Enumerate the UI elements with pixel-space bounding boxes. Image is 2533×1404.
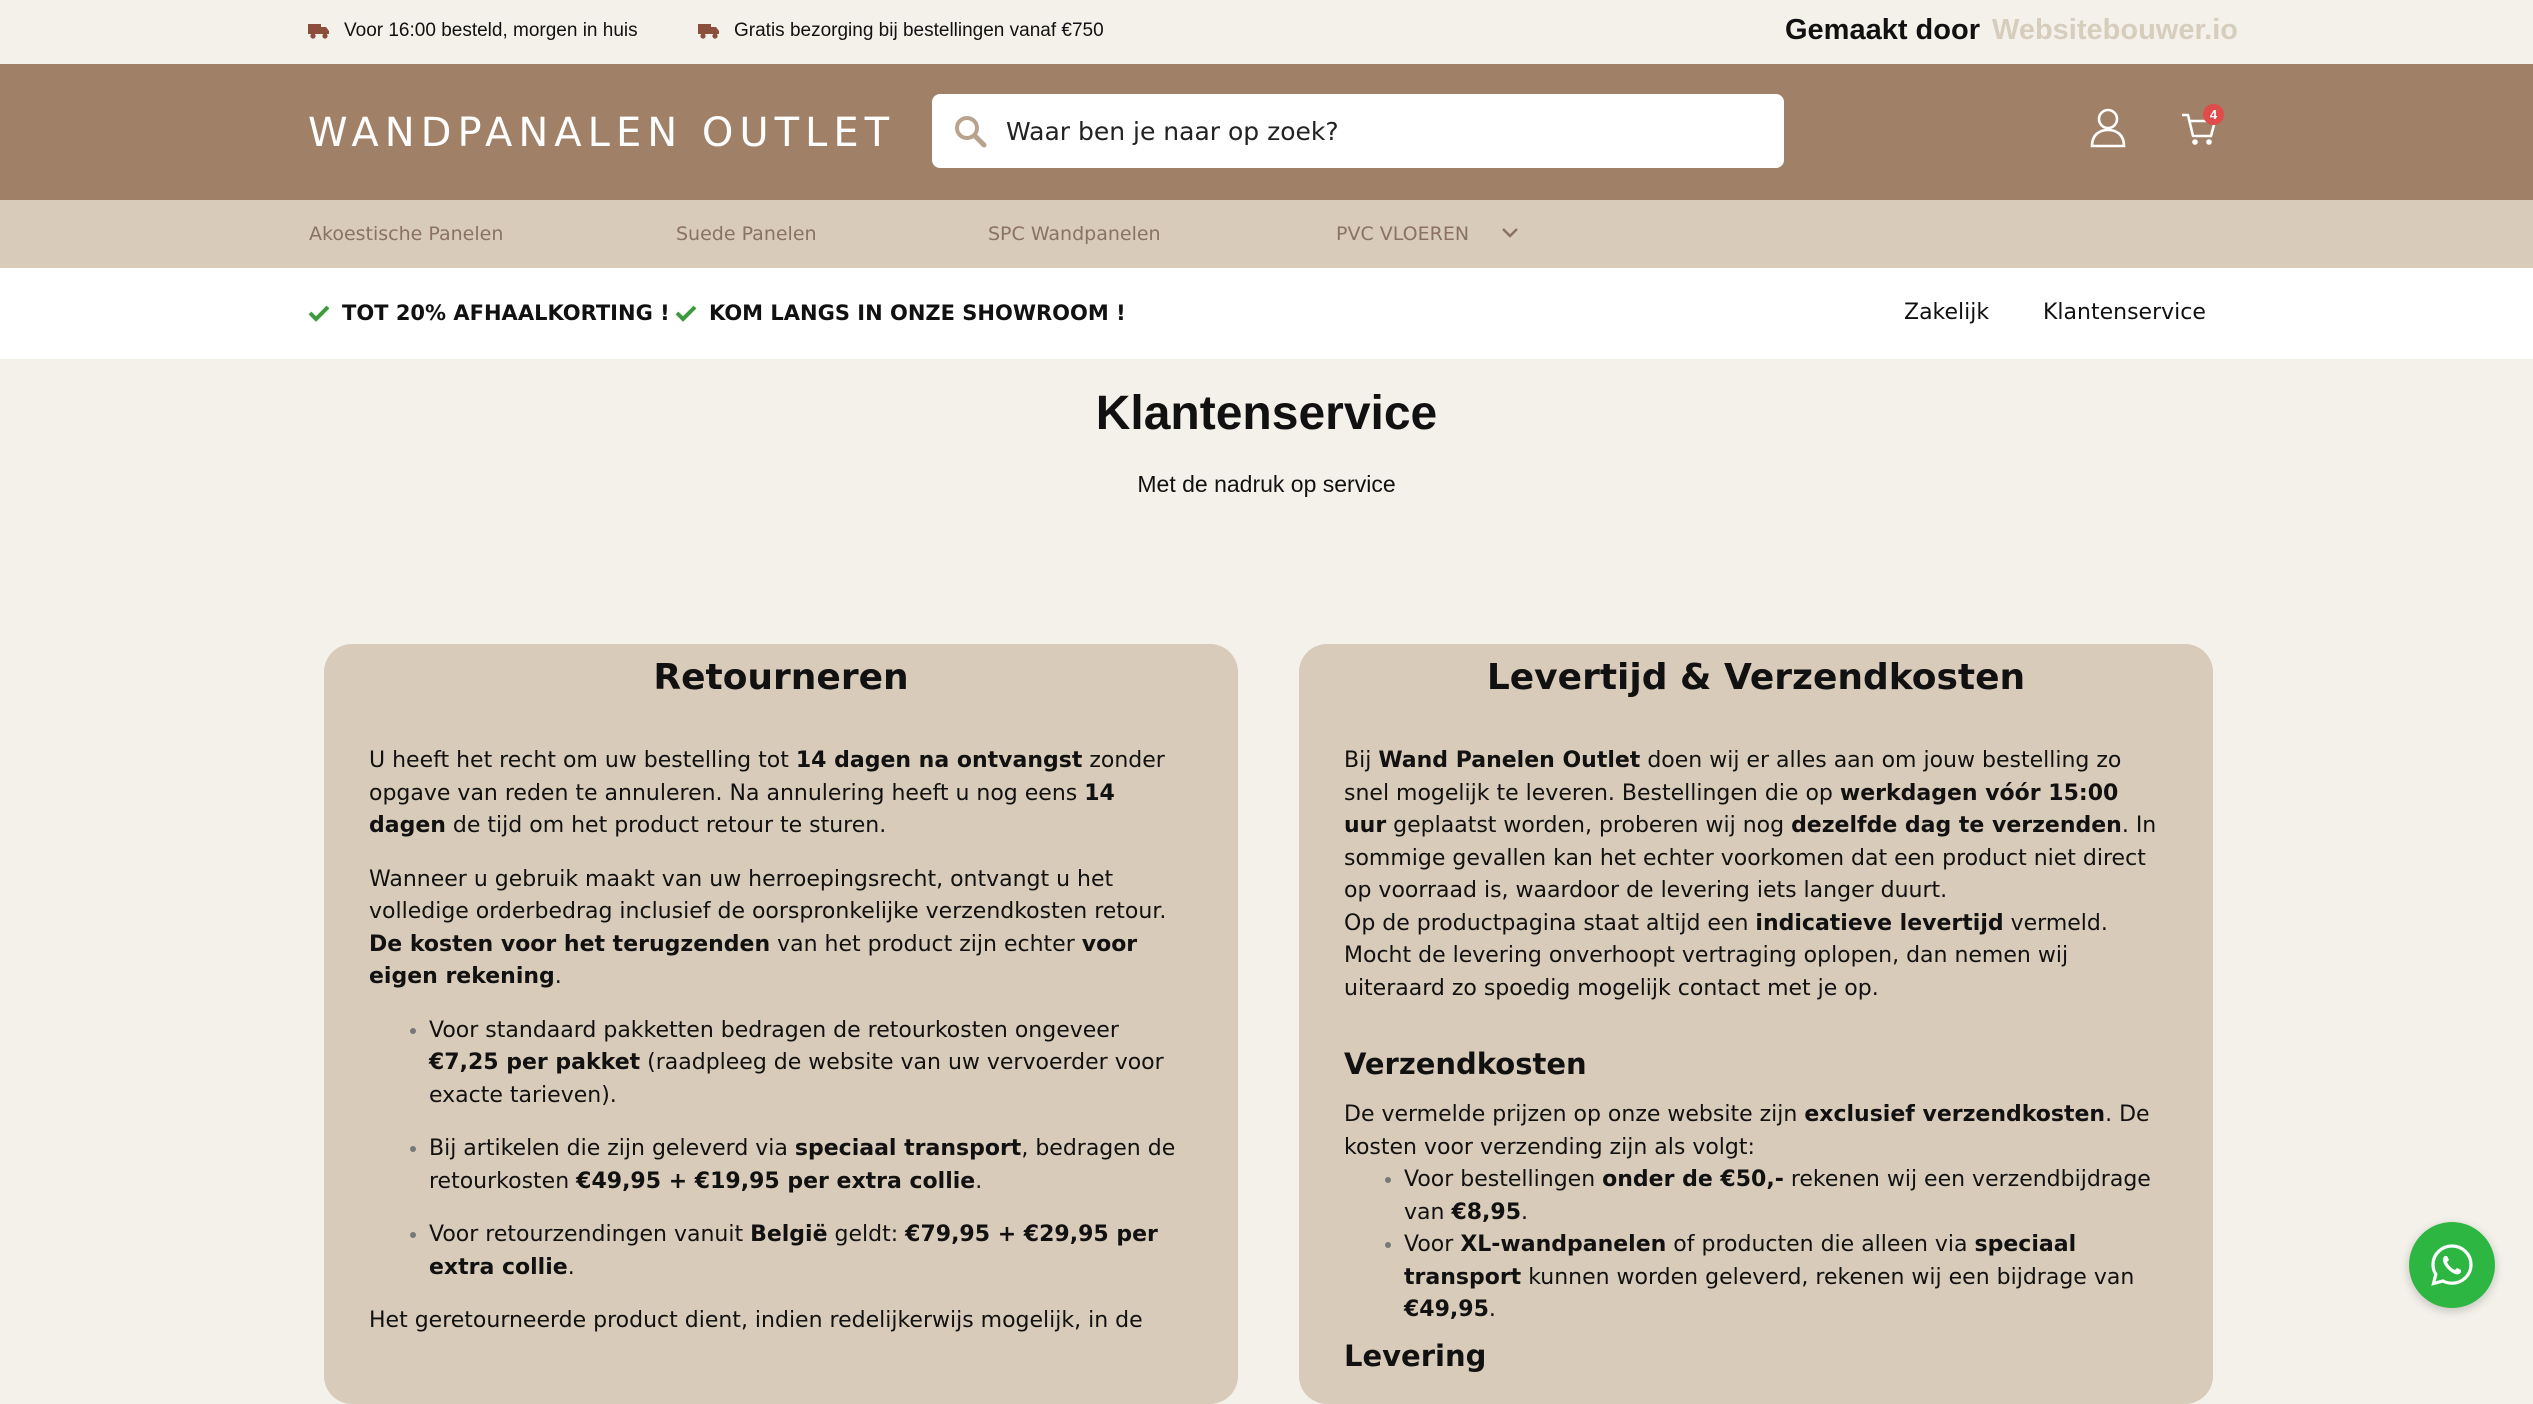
whatsapp-chat-button[interactable] [2409,1222,2495,1308]
list-item: • Voor XL-wandpanelen of producten die alleen via speciaal transport kunnen worden geleverd, rekenen wij een bijdrage van €49,95. [1404,1229,2168,1327]
truck-icon [308,22,330,40]
list-item: • Voor retourzendingen vanuit België geldt: €79,95 + €29,95 per extra collie. [429,1219,1193,1284]
delivery-paragraph-2: Op de productpagina staat altijd een indicatieve levertijd vermeld. Mocht de levering onverhoopt vertraging oplopen, dan nemen wij uiteraard zo spoedig mogelijk contact met je op. [1344,910,2108,1001]
returns-card [324,644,1238,1404]
list-item: • Voor standaard pakketten bedragen de retourkosten ongeveer €7,25 per pakket (raadpleeg de website van uw vervoerder voor exacte tarieven). [429,1015,1193,1113]
delivery-heading: Levering [1344,1338,1487,1373]
check-icon [308,304,330,322]
category-suede-panelen[interactable]: Suede Panelen [676,223,817,245]
usp-bar [0,268,2533,359]
usp-showroom [675,301,1126,325]
delivery-title: Levertijd & Verzendkosten [1486,657,2026,698]
whatsapp-icon [2428,1241,2476,1289]
returns-paragraph-1: U heeft het recht om uw bestelling tot 14 dagen na ontvangst zonder opgave van reden te annuleren. Na annulering heeft u nog eens 14 dagen de tijd om het product retour te sturen. [369,748,1165,839]
maker-brand-link[interactable]: Websitebouwer.io [1991,14,2238,46]
category-spc-wandpanelen[interactable]: SPC Wandpanelen [988,223,1161,245]
usp-free-shipping-text: Gratis bezorging bij bestellingen vanaf €750 [734,20,1104,41]
chevron-down-icon[interactable] [1500,226,1520,240]
category-akoestische-panelen[interactable]: Akoestische Panelen [309,223,504,245]
cart-count-badge: 4 [2203,104,2224,125]
list-item: • Voor bestellingen onder de €50,- rekenen wij een verzendbijdrage van €8,95. [1404,1164,2168,1229]
user-icon [2090,108,2126,148]
usp-free-shipping [698,20,1104,42]
page-subtitle: Met de nadruk op service [1137,471,1396,497]
site-logo[interactable]: WANDPANALEN OUTLET [308,110,896,156]
search-icon [952,113,988,149]
usp-fast-delivery-text: Voor 16:00 besteld, morgen in huis [344,20,638,41]
shipping-costs-list [1344,1164,2168,1327]
delivery-paragraph-1: Bij Wand Panelen Outlet doen wij er alles aan om jouw bestelling zo snel mogelijk te leveren. Bestellingen die op werkdagen vóór 15:00 uur geplaatst worden, proberen wij nog dezelfde dag te verzenden. In sommige gevallen kan het echter voorkomen dat een product niet direct op voorraad is, waardoor de levering iets langer duurt. [1344,748,2157,904]
link-zakelijk[interactable]: Zakelijk [1904,300,1990,325]
usp-pickup-discount-text: TOT 20% AFHAALKORTING ! [342,301,670,325]
maker-credit [1785,14,2238,47]
returns-paragraph-3: Het geretourneerde product dient, indien redelijkerwijs mogelijk, in de [369,1308,1143,1334]
usp-fast-delivery [308,20,638,42]
usp-showroom-text: KOM LANGS IN ONZE SHOWROOM ! [709,301,1126,325]
delivery-card [1299,644,2213,1404]
category-nav [0,200,2533,268]
account-button[interactable] [2090,108,2126,153]
category-pvc-vloeren[interactable]: PVC VLOEREN [1336,223,1470,245]
shipping-costs-heading: Verzendkosten [1344,1047,1587,1082]
search-bar[interactable] [932,94,1784,168]
link-klantenservice[interactable]: Klantenservice [2043,300,2206,325]
usp-pickup-discount [308,301,670,325]
check-icon [675,304,697,322]
list-item: • Bij artikelen die zijn geleverd via speciaal transport, bedragen de retourkosten €49,95 + €19,95 per extra collie. [429,1133,1193,1198]
returns-title: Retourneren [653,657,909,698]
top-bar [0,0,2533,64]
truck-icon [698,22,720,40]
shipping-costs-paragraph: De vermelde prijzen op onze website zijn exclusief verzendkosten. De kosten voor verzending zijn als volgt: [1344,1102,2150,1160]
returns-paragraph-2: Wanneer u gebruik maakt van uw herroepingsrecht, ontvangt u het volledige orderbedrag inclusief de oorspronkelijke verzendkosten retour. De kosten voor het terugzenden van het product zijn echter voor eigen rekening. [369,866,1167,990]
returns-cost-list [369,1015,1193,1285]
page-title: Klantenservice [1095,387,1438,440]
maker-label: Gemaakt door [1784,14,1980,46]
search-input[interactable] [1006,117,1706,146]
